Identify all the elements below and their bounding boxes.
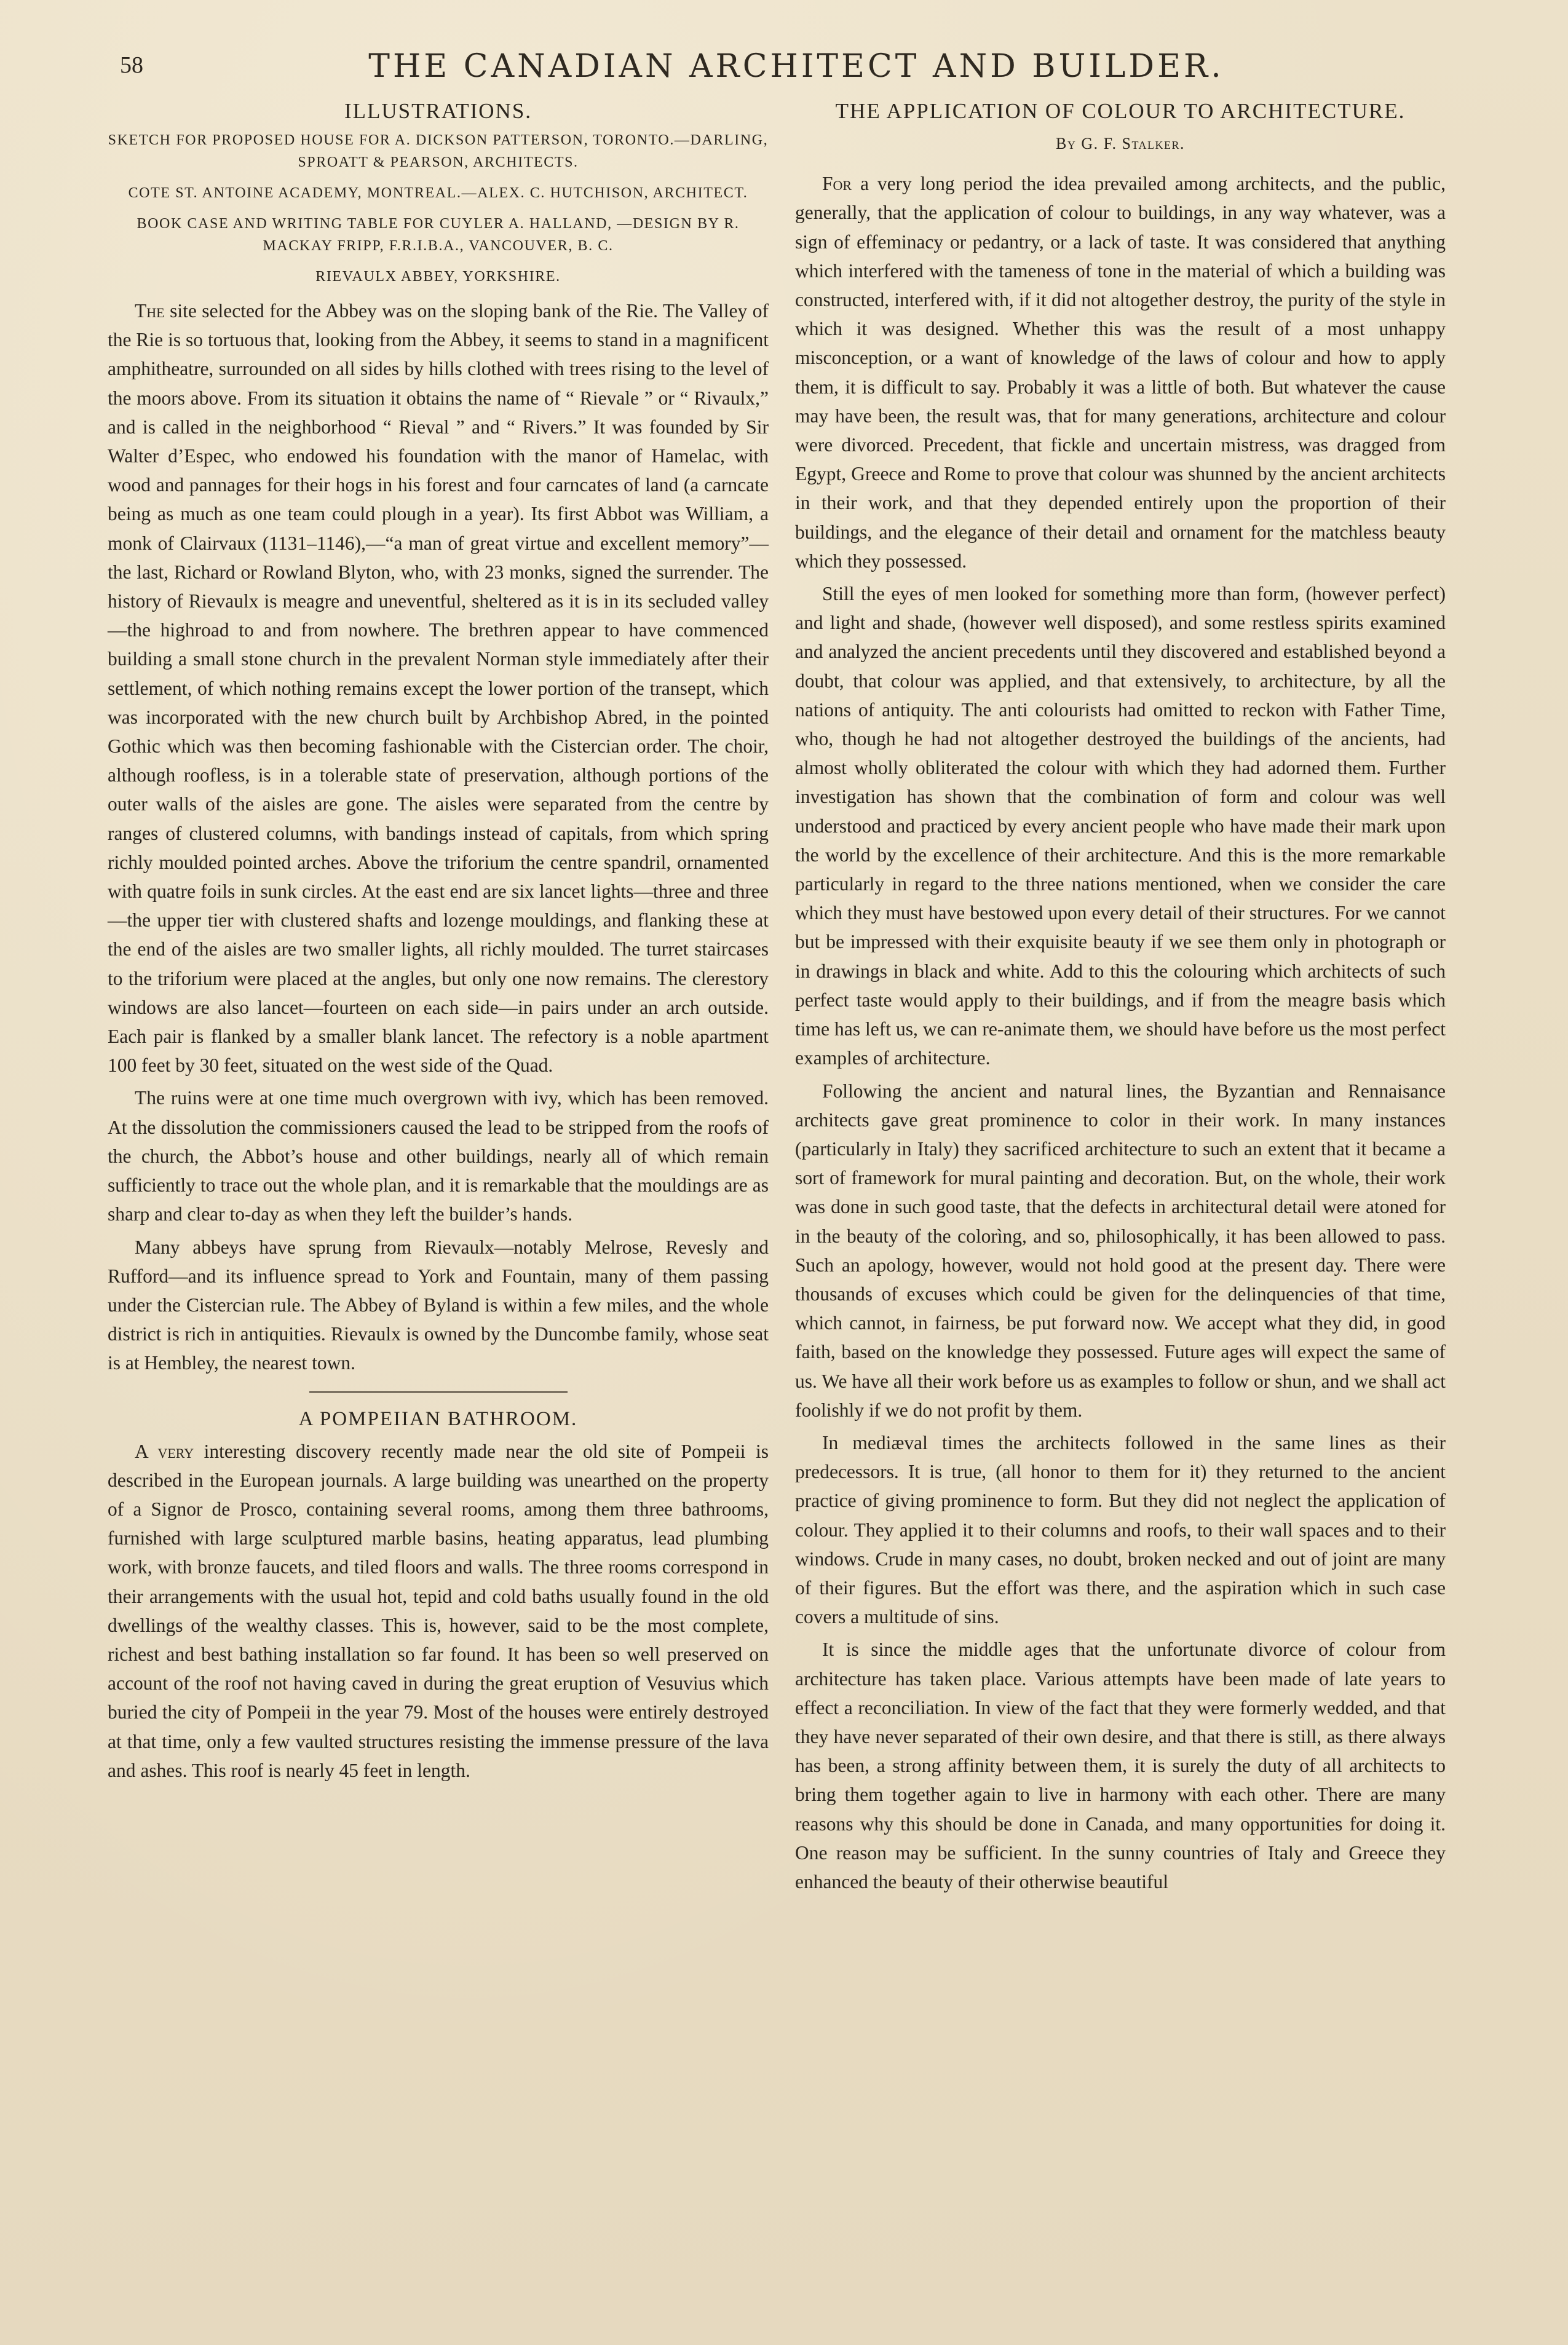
- drop-lead: For: [822, 173, 852, 195]
- journal-title: THE CANADIAN ARCHITECT AND BUILDER.: [368, 48, 1224, 85]
- illustration-item: BOOK CASE AND WRITING TABLE FOR CUYLER A. HALLAND, —DESIGN BY R. MACKAY FRIPP, F.R.I.B.A., VANCOUVER, B. C.: [137, 216, 740, 254]
- rievaulx-paragraph: Many abbeys have sprung from Rievaulx—notably Melrose, Revesly and Rufford—and its influence spread to York and Fountain, many of them passing under the Cistercian rule. The Abbey of Byland is within a few miles, and the whole district is rich in antiquities. Rievaulx is owned by the Duncombe family, whose seat is at Hembley, the nearest town.: [108, 1236, 769, 1374]
- illustration-item: SKETCH FOR PROPOSED HOUSE FOR A. DICKSON PATTERSON, TORONTO.—DARLING, SPROATT & PEARSON, ARCHITECTS.: [108, 132, 769, 170]
- page-number: 58: [120, 52, 143, 78]
- left-column: [108, 98, 769, 1785]
- article-paragraph: In mediæval times the architects followed in the same lines as their predecessors. It is true, (all honor to them for it) they returned to the ancient practice of giving prominence to form. But they did not neglect the application of colour. They applied it to their columns and roofs, to their wall spaces and to their windows. Crude in many cases, no doubt, broken necked and out of joint are many of their figures. But the effort was there, and the aspiration which in such case covers a multitude of sins.: [795, 1431, 1446, 1628]
- article-title: THE APPLICATION OF COLOUR TO ARCHITECTURE.: [835, 99, 1406, 123]
- drop-lead: The: [135, 300, 165, 322]
- page-header: [120, 48, 1473, 85]
- illustrations-heading: ILLUSTRATIONS.: [344, 99, 533, 123]
- right-column: [795, 98, 1446, 1896]
- section-divider: [309, 1391, 568, 1393]
- drop-lead: A very: [135, 1440, 194, 1462]
- article-paragraph: It is since the middle ages that the unfortunate divorce of colour from architecture has taken place. Various attempts have been made of late years to effect a reconciliation. In view of the fact that they were formerly wedded, and that they have never separated of their own desire, and that there is still, as there always has been, a strong affinity between them, it is surely the duty of all architects to bring them together again to live in harmony with each other. There are many reasons why this should be done in Canada, and many opportunities for doing it. One reason may be sufficient. In the sunny countries of Italy and Greece they enhanced the beauty of their otherwise beautiful: [795, 1639, 1446, 1892]
- rievaulx-paragraph: The site selected for the Abbey was on the sloping bank of the Rie. The Valley of the Rie is so tortuous that, looking from the Abbey, it seems to stand in a magnificent amphitheatre, surrounded on all sides by hills clothed with trees rising to the level of the moors above. From its situation it obtains the name of “ Rievale ” or “ Rivaulx,” and is called in the neighborhood “ Rieval ” and “ Rivers.” It was founded by Sir Walter d’Espec, who endowed his foundation with the manor of Hamelac, with wood and pannages for their hogs in his forest and four carncates of land (a carncate being as much as one team could plough in a year). Its first Abbot was William, a monk of Clairvaux (1131–1146),—“a man of great virtue and excellent memory”—the last, Richard or Rowland Blyton, who, with 23 monks, signed the surrender. The history of Rievaulx is meagre and uneventful, sheltered as it is in its secluded valley—the highroad to and from nowhere. The brethren appear to have commenced building a small stone church in the prevalent Norman style immediately after their settlement, of which nothing remains except the lower portion of the transept, which was incorporated with the new church built by Archbishop Abred, in the pointed Gothic which was then becoming fashionable with the Cistercian order. The choir, although roofless, is in a tolerable state of preservation, although portions of the outer walls of the aisles are gone. The aisles were separated from the centre by ranges of clustered columns, with bandings instead of capitals, from which spring richly moulded pointed arches. Above the triforium the centre spandril, ornamented with quatre foils in sunk circles. At the east end are six lancet lights—three and three—the upper tier with clustered shafts and lozenge mouldings, and flanking these at the end of the aisles are two smaller lights, all richly moulded. The turret staircases to the triforium were placed at the angles, but only one now remains. The clerestory windows are also lancet—fourteen on each side—in pairs under an arch outside. Each pair is flanked by a smaller blank lancet. The refectory is a noble apartment 100 feet by 30 feet, situated on the west side of the Quad.: [108, 300, 769, 1077]
- article-paragraph: For a very long period the idea prevailed among architects, and the public, generally, that the application of colour to buildings, in any way whatever, was a sign of effeminacy or pedantry, or a lack of taste. It was considered that anything which interfered with the tameness of tone in the material of which a building was constructed, interfered with, if it did not altogether destroy, the purity of the style in which it was designed. Whether this was the result of a most unhappy misconception, or a want of knowledge of the laws of colour and how to apply them, it is difficult to say. Probably it was a little of both. But whatever the cause may have been, the result was, that for many generations, architecture and colour were divorced. Precedent, that fickle and uncertain mistress, was dragged from Egypt, Greece and Rome to prove that colour was shunned by the ancient architects in their work, and that they depended entirely upon the proportion of their buildings, and the elegance of their detail and ornament for the matchless beauty which they possessed.: [795, 173, 1446, 572]
- article-paragraph: Still the eyes of men looked for something more than form, (however perfect) and light and shade, (however well disposed), and some restless spirits examined and analyzed the ancient precedents until they discovered and established beyond a doubt, that colour was applied, and that extensively, to architecture, by all the nations of antiquity. The anti colourists had omitted to reckon with Father Time, who, though he had not altogether destroyed the buildings of the ancients, had almost wholly obliterated the colour with which they had adorned them. Further investigation has shown that the combination of form and colour was well understood and practiced by every ancient people who have made their mark upon the world by the excellence of their architecture. And this is the more remarkable particularly in regard to the three nations mentioned, when we consider the care which they must have bestowed upon every detail of their structures. For we cannot but be impressed with their exquisite beauty if we see them only in photograph or in drawings in black and white. Add to this the colouring which architects of such perfect taste would apply to their buildings, and if from the meagre basis which time has left us, we can re-animate them, we should have before us the most perfect examples of architecture.: [795, 583, 1446, 1069]
- illustration-item: RIEVAULX ABBEY, YORKSHIRE.: [315, 269, 561, 285]
- article-byline: By G. F. Stalker.: [1055, 135, 1185, 152]
- rievaulx-paragraph: The ruins were at one time much overgrown with ivy, which has been removed. At the dissolution the commissioners caused the lead to be stripped from the roofs of the church, the Abbot’s house and other buildings, nearly all of which remain sufficiently to trace out the whole plan, and it is remarkable that the mouldings are as sharp and clear to-day as when they left the builder’s hands.: [108, 1087, 769, 1225]
- pompeii-paragraph: A very interesting discovery recently made near the old site of Pompeii is described in the European journals. A large building was unearthed on the property of a Signor de Prosco, containing several rooms, among them three bathrooms, furnished with large sculptured marble basins, heating apparatus, lead plumbing work, with bronze faucets, and tiled floors and walls. The three rooms correspond in their arrangements with the usual hot, tepid and cold baths usually found in the old dwellings of the wealthy classes. This is, however, said to be the most complete, richest and best bathing installation so far found. It has been so well preserved on account of the roof not having caved in during the great eruption of Vesuvius which buried the city of Pompeii in the year 79. Most of the houses were entirely destroyed at that time, only a few vaulted structures resisting the immense pressure of the lava and ashes. This roof is nearly 45 feet in length.: [108, 1440, 769, 1781]
- pompeii-heading: A POMPEIIAN BATHROOM.: [298, 1407, 578, 1430]
- article-paragraph: Following the ancient and natural lines, the Byzantian and Rennaisance architects gave great prominence to color in their work. In many instances (particularly in Italy) they sacrificed architecture to such an extent that it became a sort of framework for mural painting and decoration. But, on the whole, their work was done in such good taste, that the defects in architectural detail were atoned for in the beauty of the colorìng, and so, philosophically, it has been allowed to pass. Such an apology, however, would not hold good at the present day. There were thousands of excuses which could be given for the delinquencies of that time, which cannot, in fairness, be put forward now. We accept what they did, in good faith, based on the knowledge they possessed. Future ages will expect the same of us. We have all their work before us as examples to follow or shun, and we shall act foolishly if we do not profit by them.: [795, 1080, 1446, 1421]
- illustration-item: COTE ST. ANTOINE ACADEMY, MONTREAL.—ALEX. C. HUTCHISON, ARCHITECT.: [128, 185, 748, 201]
